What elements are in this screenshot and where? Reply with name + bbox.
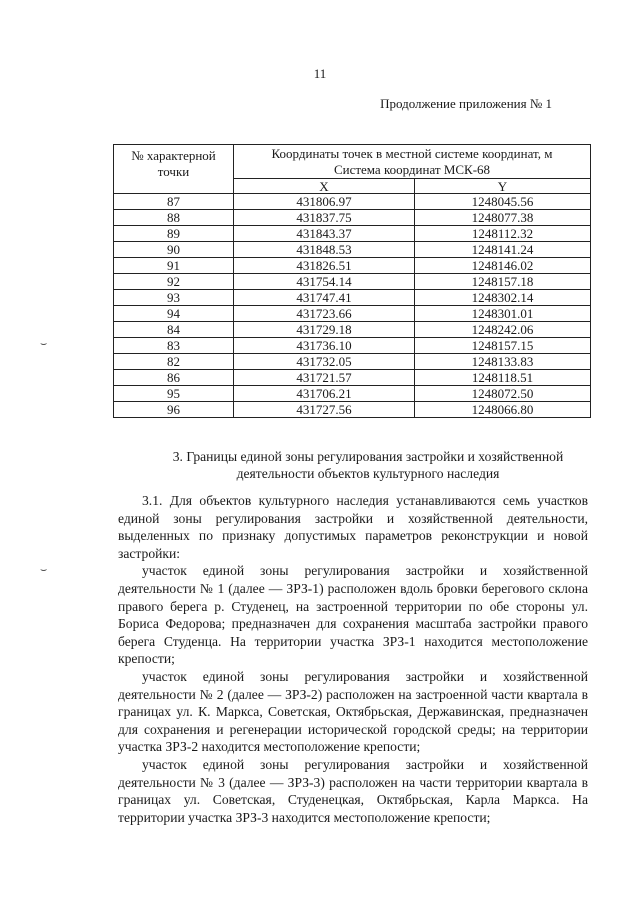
cell-x: 431736.10 bbox=[234, 338, 415, 354]
cell-y: 1248118.51 bbox=[415, 370, 591, 386]
section-title: 3. Границы единой зоны регулирования застройки и хозяйственной деятельности объектов культурного наследия bbox=[172, 449, 564, 481]
cell-x: 431806.97 bbox=[234, 194, 415, 210]
header-coordinates-line1: Координаты точек в местной системе координат, м bbox=[271, 146, 553, 161]
table-row bbox=[114, 370, 591, 386]
cell-y: 1248066.80 bbox=[415, 402, 591, 418]
cell-point-number: 93 bbox=[114, 290, 234, 306]
cell-point-number: 90 bbox=[114, 242, 234, 258]
table-row bbox=[114, 322, 591, 338]
paragraph: участок единой зоны регулирования застройки и хозяйственной деятельности № 1 (далее — ЗРЗ-1) расположен вдоль бровки берегового склона правого берега р. Студенец, на застроенной территории по обе стороны ул. Бориса Федорова; предназначен для сохранения масштаба застройки правого берега Студенца. На территории участка ЗРЗ-1 находится местоположение крепости; bbox=[118, 563, 588, 667]
cell-y: 1248072.50 bbox=[415, 386, 591, 402]
header-coordinates bbox=[234, 145, 591, 179]
table-row bbox=[114, 338, 591, 354]
cell-x: 431754.14 bbox=[234, 274, 415, 290]
cell-x: 431837.75 bbox=[234, 210, 415, 226]
header-x: X bbox=[234, 179, 415, 194]
table-row bbox=[114, 258, 591, 274]
paragraph: 3.1. Для объектов культурного наследия устанавливаются семь участков единой зоны регулирования застройки и хозяйственной деятельности, выделенных по признаку допустимых параметров реконструкции и новой застройки: bbox=[118, 493, 588, 561]
table-row bbox=[114, 306, 591, 322]
margin-mark: ⌣ bbox=[40, 338, 48, 350]
coordinates-table-body bbox=[114, 194, 591, 418]
cell-y: 1248157.15 bbox=[415, 338, 591, 354]
table-row bbox=[114, 194, 591, 210]
cell-point-number: 86 bbox=[114, 370, 234, 386]
table-row bbox=[114, 210, 591, 226]
cell-y: 1248157.18 bbox=[415, 274, 591, 290]
appendix-continuation-label: Продолжение приложения № 1 bbox=[380, 96, 552, 111]
cell-point-number: 91 bbox=[114, 258, 234, 274]
cell-y: 1248133.83 bbox=[415, 354, 591, 370]
margin-mark: ⌣ bbox=[40, 564, 48, 576]
table-row bbox=[114, 274, 591, 290]
cell-y: 1248301.01 bbox=[415, 306, 591, 322]
paragraph: участок единой зоны регулирования застройки и хозяйственной деятельности № 3 (далее — ЗРЗ-3) расположен на части территории квартала в границах ул. Советская, Студенецкая, Октябрьская, Карла Маркса. На территории участка ЗРЗ-3 находится местоположение крепости; bbox=[118, 756, 588, 825]
cell-point-number: 89 bbox=[114, 226, 234, 242]
cell-point-number: 92 bbox=[114, 274, 234, 290]
cell-y: 1248045.56 bbox=[415, 194, 591, 210]
cell-y: 1248146.02 bbox=[415, 258, 591, 274]
paragraph: участок единой зоны регулирования застройки и хозяйственной деятельности № 2 (далее — ЗРЗ-2) расположен на застроенной части квартала в границах ул. К. Маркса, Советская, Октябрьская, Державинская, предназначен для сохранения и регенерации исторической городской среды; на территории участка ЗРЗ-2 находится местоположение крепости; bbox=[118, 668, 588, 755]
table-row bbox=[114, 402, 591, 418]
cell-x: 431721.57 bbox=[234, 370, 415, 386]
header-y: Y bbox=[415, 179, 591, 194]
cell-x: 431729.18 bbox=[234, 322, 415, 338]
cell-y: 1248302.14 bbox=[415, 290, 591, 306]
cell-point-number: 82 bbox=[114, 354, 234, 370]
cell-point-number: 94 bbox=[114, 306, 234, 322]
cell-x: 431826.51 bbox=[234, 258, 415, 274]
cell-point-number: 83 bbox=[114, 338, 234, 354]
page-number: 11 bbox=[313, 66, 327, 81]
cell-x: 431723.66 bbox=[234, 306, 415, 322]
table-row bbox=[114, 226, 591, 242]
table-row bbox=[114, 354, 591, 370]
cell-x: 431727.56 bbox=[234, 402, 415, 418]
cell-point-number: 84 bbox=[114, 322, 234, 338]
cell-point-number: 96 bbox=[114, 402, 234, 418]
table-row bbox=[114, 386, 591, 402]
body-text bbox=[118, 492, 588, 826]
cell-x: 431747.41 bbox=[234, 290, 415, 306]
cell-y: 1248141.24 bbox=[415, 242, 591, 258]
header-point-number: № характерной точки bbox=[114, 145, 234, 194]
cell-point-number: 87 bbox=[114, 194, 234, 210]
cell-x: 431732.05 bbox=[234, 354, 415, 370]
cell-x: 431706.21 bbox=[234, 386, 415, 402]
cell-point-number: 88 bbox=[114, 210, 234, 226]
cell-point-number: 95 bbox=[114, 386, 234, 402]
cell-x: 431843.37 bbox=[234, 226, 415, 242]
cell-y: 1248242.06 bbox=[415, 322, 591, 338]
header-coordinates-line2: Система координат МСК-68 bbox=[333, 162, 491, 177]
table-row bbox=[114, 242, 591, 258]
coordinates-table bbox=[113, 144, 591, 418]
cell-x: 431848.53 bbox=[234, 242, 415, 258]
cell-y: 1248077.38 bbox=[415, 210, 591, 226]
cell-y: 1248112.32 bbox=[415, 226, 591, 242]
table-row bbox=[114, 290, 591, 306]
